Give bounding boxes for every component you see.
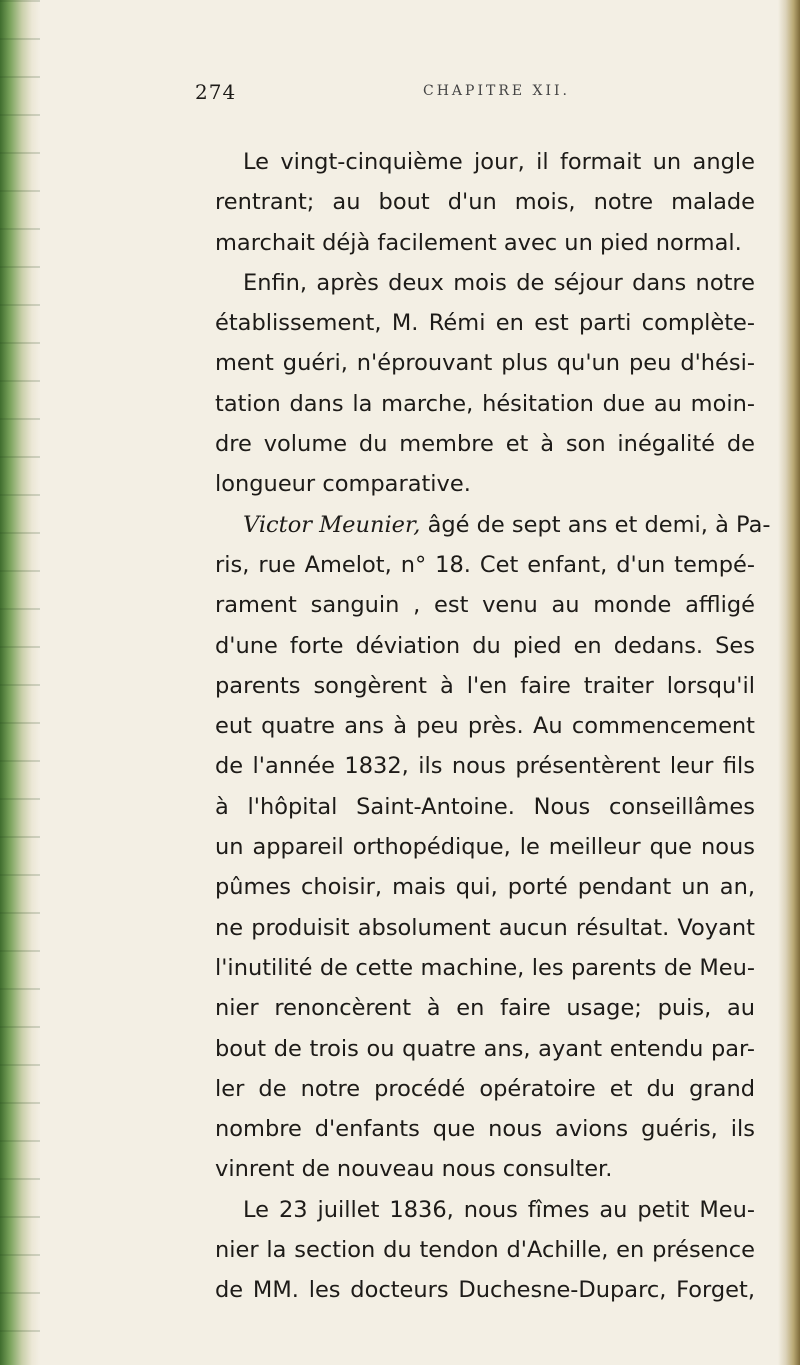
- text-line: de l'année 1832, ils nous présentèrent leur fils: [215, 753, 755, 780]
- running-head: CHAPITRE XII.: [423, 83, 571, 99]
- left-page-edge: [0, 0, 40, 1365]
- text-line: Enfin, après deux mois de séjour dans notre: [243, 269, 755, 296]
- text-line: [215, 505, 771, 545]
- text-line: ment guéri, n'éprouvant plus qu'un peu d'hési-: [215, 350, 755, 377]
- text-line: eut quatre ans à peu près. Au commencement: [215, 713, 755, 740]
- text-line: un appareil orthopédique, le meilleur que nous: [215, 834, 755, 861]
- text-line: nombre d'enfants que nous avions guéris, ils: [215, 1116, 755, 1143]
- text-line: dre volume du membre et à son inégalité de: [215, 431, 755, 458]
- text-line: ne produisit absolument aucun résultat. Voyant: [215, 914, 755, 941]
- text-line: ris, rue Amelot, n° 18. Cet enfant, d'un tempé-: [215, 551, 755, 578]
- text-line: rament sanguin , est venu au monde affligé: [215, 592, 755, 619]
- page-number: 274: [195, 80, 237, 104]
- text-line: ler de notre procédé opératoire et du grand: [215, 1075, 755, 1102]
- text-line: longueur comparative.: [215, 471, 471, 498]
- text-line: Le vingt-cinquième jour, il formait un angle: [243, 149, 755, 175]
- body-text: [215, 142, 771, 1311]
- text-line: d'une forte déviation du pied en dedans. Ses: [215, 632, 755, 659]
- text-line: vinrent de nouveau nous consulter.: [215, 1156, 613, 1183]
- text-line: Le 23 juillet 1836, nous fîmes au petit Meu-: [243, 1196, 755, 1223]
- text-line: pûmes choisir, mais qui, porté pendant un an,: [215, 874, 755, 901]
- text-line: parents songèrent à l'en faire traiter lorsqu'il: [215, 672, 755, 699]
- text-fragment: âgé de sept ans et demi, à Pa-: [420, 511, 771, 538]
- text-line: nier la section du tendon d'Achille, en présence: [215, 1237, 755, 1264]
- text-line: marchait déjà facilement avec un pied normal.: [215, 229, 742, 256]
- text-line: nier renoncèrent à en faire usage; puis, au: [215, 995, 755, 1022]
- right-page-edge: [778, 0, 800, 1365]
- text-line: de MM. les docteurs Duchesne-Duparc, Forget,: [215, 1277, 755, 1304]
- text-line: tation dans la marche, hésitation due au moin-: [215, 390, 755, 417]
- page-header: [195, 80, 755, 108]
- text-line: rentrant; au bout d'un mois, notre malade: [215, 189, 755, 216]
- text-line: bout de trois ou quatre ans, ayant entendu par-: [215, 1035, 755, 1062]
- text-line: établissement, M. Rémi en est parti complète-: [215, 310, 755, 337]
- person-name: Victor Meunier,: [243, 511, 421, 538]
- text-line: l'inutilité de cette machine, les parents de Meu-: [215, 954, 755, 981]
- text-line: à l'hôpital Saint-Antoine. Nous conseillâmes: [215, 793, 755, 820]
